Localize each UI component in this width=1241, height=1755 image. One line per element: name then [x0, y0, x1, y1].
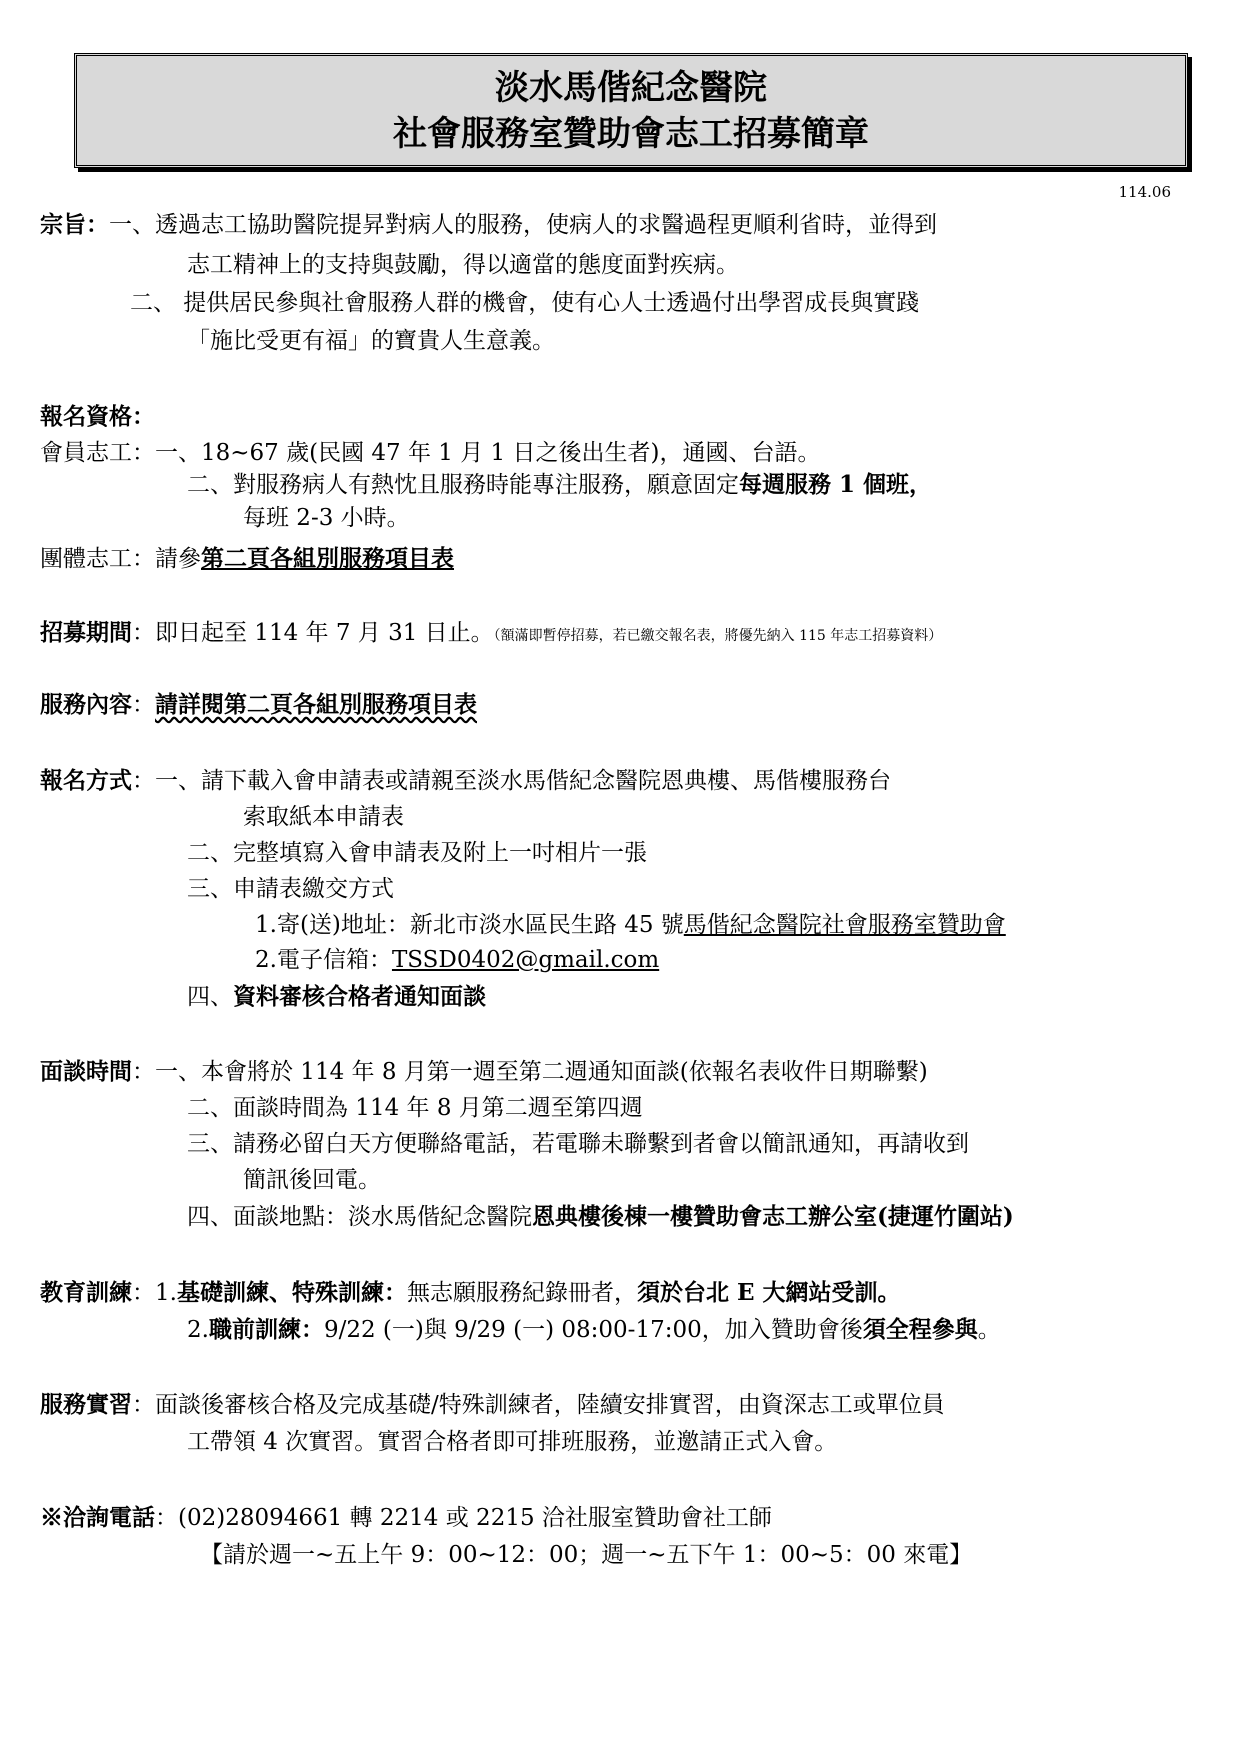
apply-method-line-1	[40, 766, 891, 796]
interview-line-1	[40, 1057, 928, 1087]
colon: ：	[132, 1059, 155, 1085]
mail-address-line	[255, 910, 1006, 940]
eligibility-label: 報名資格：	[40, 403, 155, 430]
apply-step-1-cont: 索取紙本申請表	[243, 804, 404, 830]
contact-line	[40, 1503, 772, 1533]
colon: ：	[132, 692, 155, 718]
interview-location-pre: 四、面談地點：淡水馬偕紀念醫院	[187, 1204, 532, 1230]
interview-item-4	[187, 1202, 1014, 1232]
service-items-link[interactable]: 第二頁各組別服務項目表	[201, 545, 454, 572]
contact-hours: 【請於週一~五上午 9：00~12：00；週一~五下午 1：00~5：00 來電】	[200, 1542, 973, 1568]
colon: ：	[132, 1280, 155, 1306]
service-content-label: 服務內容	[40, 691, 132, 718]
member-volunteer-line-3: 每班 2-3 小時。	[243, 505, 410, 531]
apply-step-4	[187, 982, 486, 1012]
mail-recipient: 馬偕紀念醫院社會服務室贊助會	[683, 912, 1006, 938]
pre-service-training-text: 9/22 (一)與 9/29 (一) 08:00-17:00，加入贊助會後	[323, 1317, 863, 1343]
title-box	[74, 53, 1188, 168]
internship-line-2: 工帶領 4 次實習。實習合格者即可排班服務，並邀請正式入會。	[187, 1429, 838, 1455]
member-req-1: 一、18~67 歲(民國 47 年 1 月 1 日之後出生者)，通國、台語。	[155, 440, 821, 466]
group-volunteer-label: 團體志工：	[40, 546, 155, 572]
basic-training-text: 無志願服務紀錄冊者，	[406, 1280, 637, 1306]
apply-step-1: 一、請下載入會申請表或請親至淡水馬偕紀念醫院恩典樓、馬偕樓服務台	[155, 768, 891, 794]
recruitment-title: 社會服務室贊助會志工招募簡章	[393, 114, 869, 154]
colon: ：	[155, 1505, 178, 1531]
item-number: 1.	[155, 1280, 177, 1306]
recruitment-period-note: （額滿即暫停招募，若已繳交報名表，將優先納入 115 年志工招募資料）	[493, 628, 943, 644]
group-volunteer-pre: 請參	[155, 546, 201, 572]
item-number: 2.	[187, 1317, 209, 1343]
interview-item-1: 一、本會將於 114 年 8 月第一週至第二週通知面談(依報名表收件日期聯繫)	[155, 1059, 928, 1085]
internship-text: 面談後審核合格及完成基礎/特殊訓練者，陸續安排實習，由資深志工或單位員	[155, 1392, 945, 1418]
interview-item-2: 二、面談時間為 114 年 8 月第二週至第四週	[187, 1095, 643, 1121]
email-label: 2.電子信箱：	[255, 947, 392, 973]
recruitment-period-text: 即日起至 114 年 7 月 31 日止。	[155, 620, 494, 646]
purpose-label: 宗旨：	[40, 211, 109, 238]
version-number: 114.06	[1118, 183, 1171, 201]
step-number: 四、	[187, 984, 233, 1010]
recruitment-period-label: 招募期間	[40, 619, 132, 646]
period-mark: 。	[977, 1317, 1001, 1343]
member-req-2-bold: 每週服務 1 個班，	[739, 471, 933, 498]
email-link[interactable]: TSSD0402@gmail.com	[391, 947, 660, 973]
service-content-link[interactable]: 請詳閱第二頁各組別服務項目表	[155, 691, 477, 718]
apply-step-4-text: 資料審核合格者通知面談	[233, 983, 486, 1010]
email-line	[255, 945, 659, 975]
internship-line-1	[40, 1390, 945, 1420]
contact-phone[interactable]: (02)28094661 轉 2214 或 2215 洽社服室贊助會社工師	[178, 1505, 772, 1531]
member-volunteer-line-1	[40, 438, 820, 468]
colon: ：	[132, 620, 155, 646]
service-content-line	[40, 690, 477, 720]
pre-service-training-requirement: 須全程參與	[862, 1316, 978, 1343]
colon: ：	[132, 768, 155, 794]
purpose-item-1: 一、透過志工協助醫院提昇對病人的服務，使病人的求醫過程更順利省時，並得到	[109, 212, 937, 238]
basic-training-label: 基礎訓練、特殊訓練：	[176, 1279, 407, 1306]
mail-address: 1.寄(送)地址：新北市淡水區民生路 45 號	[255, 912, 684, 938]
training-line-2	[187, 1315, 1001, 1345]
hospital-title: 淡水馬偕紀念醫院	[495, 68, 767, 108]
contact-label: ※洽詢電話	[40, 1504, 155, 1531]
purpose-line-1	[40, 210, 937, 240]
interview-item-3-cont: 簡訊後回電。	[243, 1167, 381, 1193]
purpose-line-4: 「施比受更有福」的寶貴人生意義。	[187, 328, 555, 354]
apply-step-3: 三、申請表繳交方式	[187, 876, 394, 902]
purpose-line-2: 志工精神上的支持與鼓勵，得以適當的態度面對疾病。	[187, 252, 739, 278]
group-volunteer-line	[40, 544, 454, 574]
member-req-2: 二、對服務病人有熱忱且服務時能專注服務，願意固定	[187, 472, 739, 498]
apply-step-2: 二、完整填寫入會申請表及附上一吋相片一張	[187, 840, 647, 866]
purpose-item-2: 二、 提供居民參與社會服務人群的機會，使有心人士透過付出學習成長與實踐	[130, 290, 920, 316]
colon: ：	[132, 1392, 155, 1418]
interview-item-3: 三、請務必留白天方便聯絡電話，若電聯未聯繫到者會以簡訊通知，再請收到	[187, 1131, 969, 1157]
training-label: 教育訓練	[40, 1279, 132, 1306]
interview-location: 恩典樓後棟一樓贊助會志工辦公室(捷運竹圍站)	[532, 1203, 1014, 1230]
member-volunteer-label: 會員志工：	[40, 440, 155, 466]
interview-label: 面談時間	[40, 1058, 132, 1085]
basic-training-requirement: 須於台北 E 大網站受訓。	[636, 1279, 901, 1306]
internship-label: 服務實習	[40, 1391, 132, 1418]
training-line-1	[40, 1278, 901, 1308]
recruitment-period-line	[40, 618, 942, 651]
member-volunteer-line-2	[187, 470, 932, 500]
apply-method-label: 報名方式	[40, 767, 132, 794]
pre-service-training-label: 職前訓練：	[208, 1316, 324, 1343]
